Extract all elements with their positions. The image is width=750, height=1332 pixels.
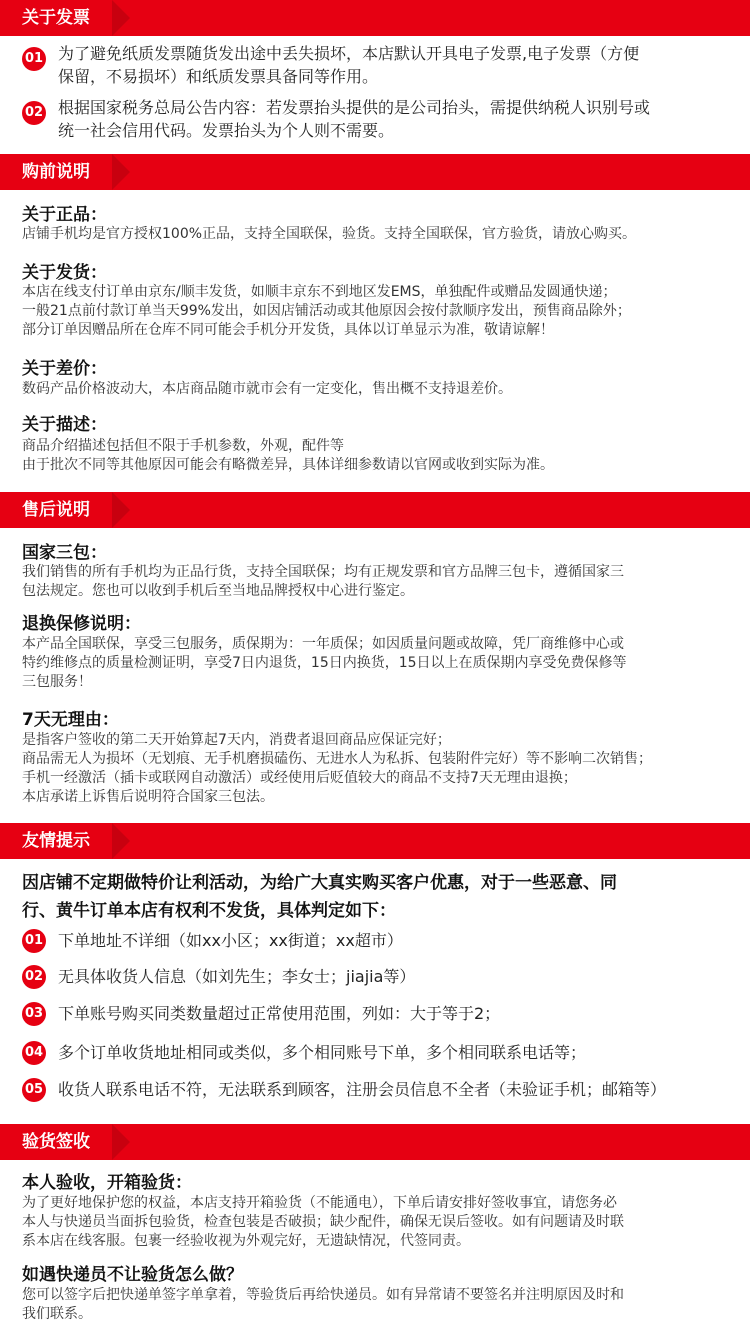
block-heading: 关于正品： xyxy=(22,205,107,225)
number-badge: 02 xyxy=(22,965,46,989)
block-text: 我们销售的所有手机均为正品行货，支持全国联保；均有正规发票和官方品牌三包卡，遵循国家三 包法规定。您也可以收到手机后至当地品牌授权中心进行鉴定。 xyxy=(22,564,624,599)
number-badge: 03 xyxy=(22,1002,46,1026)
number-badge: 02 xyxy=(22,101,46,125)
section-header-inspection xyxy=(0,1124,750,1160)
section-header-prepurchase xyxy=(0,154,750,190)
block-heading: 如遇快递员不让验货怎么做？ xyxy=(22,1265,243,1285)
section-title: 友情提示 xyxy=(22,831,90,851)
tips-item: 无具体收货人信息（如刘先生；李女士；jiajia等） xyxy=(58,967,416,986)
invoice-item-1: 为了避免纸质发票随货发出途中丢失损坏，本店默认开具电子发票,电子发票（方便 保留，不易损坏）和纸质发票具备同等作用。 xyxy=(58,44,640,86)
block-heading: 关于发货： xyxy=(22,263,107,283)
number-badge: 05 xyxy=(22,1078,46,1102)
block-text: 本产品全国联保，享受三包服务，质保期为：一年质保；如因质量问题或故障，凭厂商维修中心或 特约维修点的质量检测证明，享受7日内退货，15日内换货，15日以上在质保期内享受免费保修等 三包服务！ xyxy=(22,636,627,690)
block-heading: 关于差价： xyxy=(22,359,107,379)
block-heading: 7天无理由： xyxy=(22,710,119,730)
block-text: 为了更好地保护您的权益，本店支持开箱验货（不能通电），下单后请安排好签收事宜，请您务必 本人与快递员当面拆包验货，检查包装是否破损；缺少配件，确保无误后签收。如有问题请及时联 系本店在线客服。包裹一经验收视为外观完好，无遗缺情况，代签同责。 xyxy=(22,1195,624,1249)
section-header-aftersale xyxy=(0,492,750,528)
tips-item: 收货人联系电话不符，无法联系到顾客，注册会员信息不全者（未验证手机；邮箱等） xyxy=(58,1080,667,1099)
block-heading: 本人验收，开箱验货： xyxy=(22,1173,192,1193)
block-heading: 关于描述： xyxy=(22,415,107,435)
block-text: 商品介绍描述包括但不限于手机参数，外观，配件等 由于批次不同等其他原因可能会有略微差异，具体详细参数请以官网或收到实际为准。 xyxy=(22,438,554,473)
block-heading: 国家三包： xyxy=(22,543,107,563)
block-text: 您可以签字后把快递单签字单拿着，等验货后再给快递员。如有异常请不要签名并注明原因及时和 我们联系。 xyxy=(22,1287,624,1322)
number-badge: 01 xyxy=(22,929,46,953)
block-text: 是指客户签收的第二天开始算起7天内，消费者退回商品应保证完好； 商品需无人为损坏（无划痕、无手机磨损磕伤、无进水人为私拆、包装附件完好）等不影响二次销售； 手机一经激活（插卡或联网自动激活）或经使用后贬值较大的商品不支持7天无理由退换； 本店承诺上诉售后说明符合国家三包法。 xyxy=(22,732,652,805)
section-title: 购前说明 xyxy=(22,162,90,182)
number-badge: 04 xyxy=(22,1041,46,1065)
section-header-tips xyxy=(0,823,750,859)
section-title: 验货签收 xyxy=(22,1132,90,1152)
section-header-invoice xyxy=(0,0,750,36)
tips-lead: 因店铺不定期做特价让利活动，为给广大真实购买客户优惠，对于一些恶意、同 行、黄牛订单本店有权利不发货，具体判定如下： xyxy=(22,873,617,921)
tips-item: 下单账号购买同类数量超过正常使用范围，列如：大于等于2； xyxy=(58,1004,501,1023)
invoice-item-2: 根据国家税务总局公告内容：若发票抬头提供的是公司抬头，需提供纳税人识别号或 统一社会信用代码。发票抬头为个人则不需要。 xyxy=(58,98,651,140)
section-title: 售后说明 xyxy=(22,500,90,520)
tips-item: 多个订单收货地址相同或类似，多个相同账号下单，多个相同联系电话等； xyxy=(58,1043,587,1062)
block-text: 店铺手机均是官方授权100%正品，支持全国联保，验货。支持全国联保，官方验货，请放心购买。 xyxy=(22,226,637,242)
tips-item: 下单地址不详细（如xx小区；xx街道；xx超市） xyxy=(58,931,403,950)
section-title: 关于发票 xyxy=(22,8,90,28)
number-badge: 01 xyxy=(22,47,46,71)
block-heading: 退换保修说明： xyxy=(22,614,141,634)
block-text: 本店在线支付订单由京东/顺丰发货，如顺丰京东不到地区发EMS，单独配件或赠品发圆通快递； 一般21点前付款订单当天99%发出，如因店铺活动或其他原因会按付款顺序发出，预售商品除外； 部分订单因赠品所在仓库不同可能会手机分开发货，具体以订单显示为准，敬请谅解！ xyxy=(22,284,631,338)
block-text: 数码产品价格波动大，本店商品随市就市会有一定变化，售出概不支持退差价。 xyxy=(22,381,512,397)
